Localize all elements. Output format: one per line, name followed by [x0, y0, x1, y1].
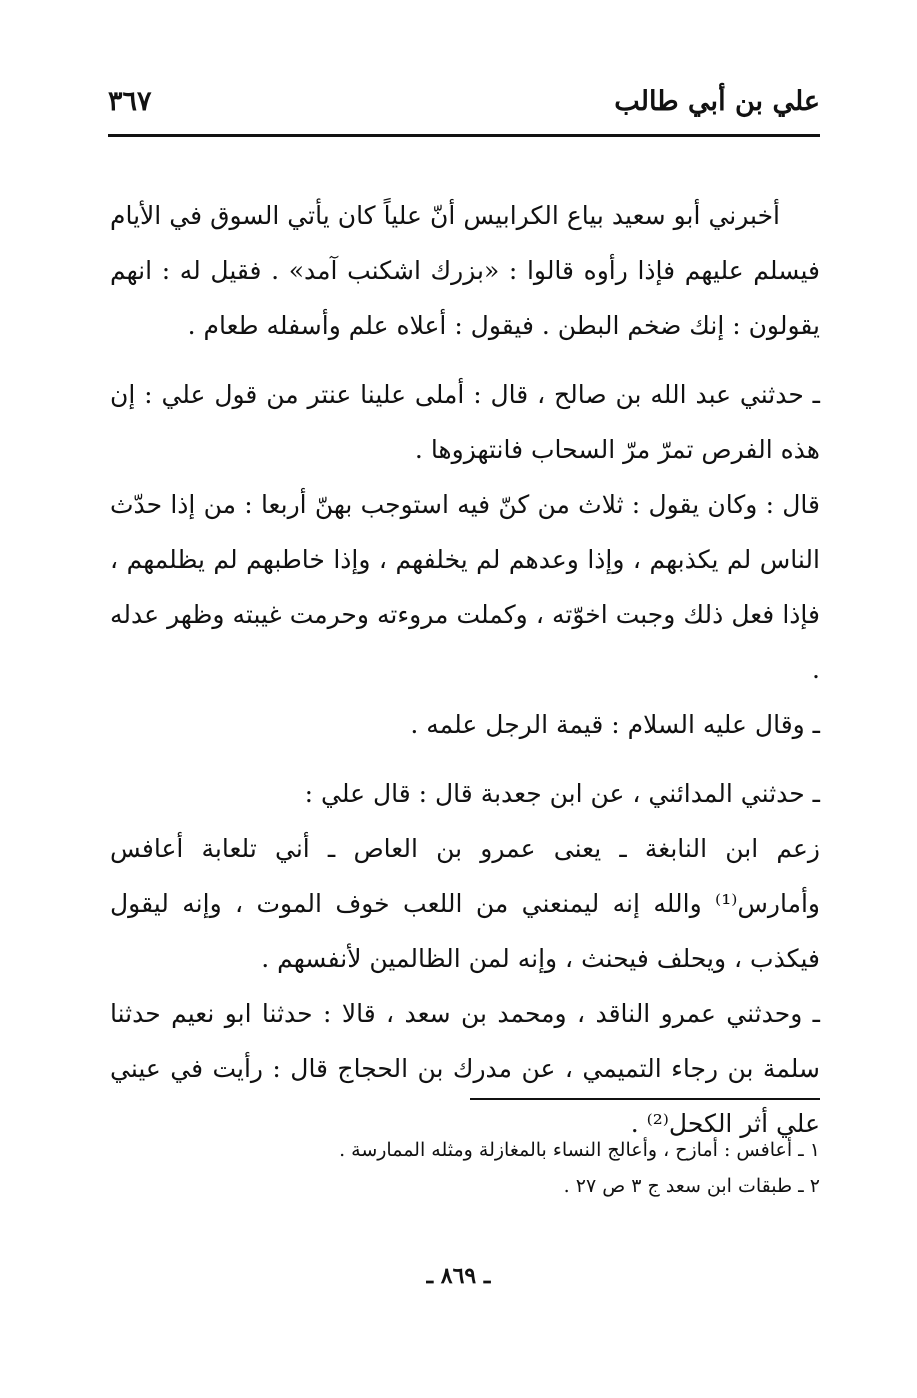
footnote: ٢ ـ طبقات ابن سعد ج ٣ ص ٢٧ . — [563, 1175, 820, 1197]
paragraph: ـ حدثني المدائني ، عن ابن جعدبة قال : قال علي : — [304, 779, 820, 808]
running-title: علي بن أبي طالب — [614, 86, 820, 117]
paragraph: زعم ابن النابغة ـ يعنى عمرو بن العاص ـ أني تلعابة أعافس وأمارس⁽¹⁾ والله إنه ليمنعني من اللعب خوف الموت ، وإنه ليقول فيكذب ، ويحلف فيحنث ، وإنه لمن الظالمين لأنفسهم . — [110, 834, 820, 973]
footnotes — [110, 1132, 820, 1204]
footnote: ١ ـ أعافس : أمازح ، وأعالج النساء بالمغازلة ومثله الممارسة . — [339, 1139, 820, 1161]
header-page-number: ٣٦٧ — [108, 86, 152, 117]
footnote-rule — [470, 1098, 820, 1100]
main-text — [110, 188, 820, 1151]
running-header — [108, 80, 820, 132]
paragraph: ـ وقال عليه السلام : قيمة الرجل علمه . — [410, 710, 820, 739]
header-rule — [108, 134, 820, 137]
paragraph: ـ وحدثني عمرو الناقد ، ومحمد بن سعد ، قالا : حدثنا ابو نعيم حدثنا سلمة بن رجاء التميمي ، عن مدرك بن الحجاج قال : رأيت في عيني علي أثر الكحل⁽²⁾ . — [110, 999, 820, 1138]
paragraph: أخبرني أبو سعيد بياع الكرابيس أنّ علياً كان يأتي السوق في الأيام فيسلم عليهم فإذا رأوه قالوا : «بزرك اشكنب آمد» . فقيل له : انهم يقولون : إنك ضخم البطن . فيقول : أعلاه علم وأسفله طعام . — [110, 201, 820, 340]
page-number: ـ ٨٦٩ ـ — [426, 1263, 491, 1289]
paragraph: قال : وكان يقول : ثلاث من كنّ فيه استوجب بهنّ أربعا : من إذا حدّث الناس لم يكذبهم ، وإذا وعدهم لم يخلفهم ، وإذا خاطبهم لم يظلمهم ، فإذا فعل ذلك وجبت اخوّته ، وكملت مروءته وحرمت غيبته وظهر عدله . — [110, 490, 820, 684]
paragraph: ـ حدثني عبد الله بن صالح ، قال : أملى علينا عنتر من قول علي : إن هذه الفرص تمرّ مرّ السحاب فانتهزوها . — [110, 380, 820, 464]
